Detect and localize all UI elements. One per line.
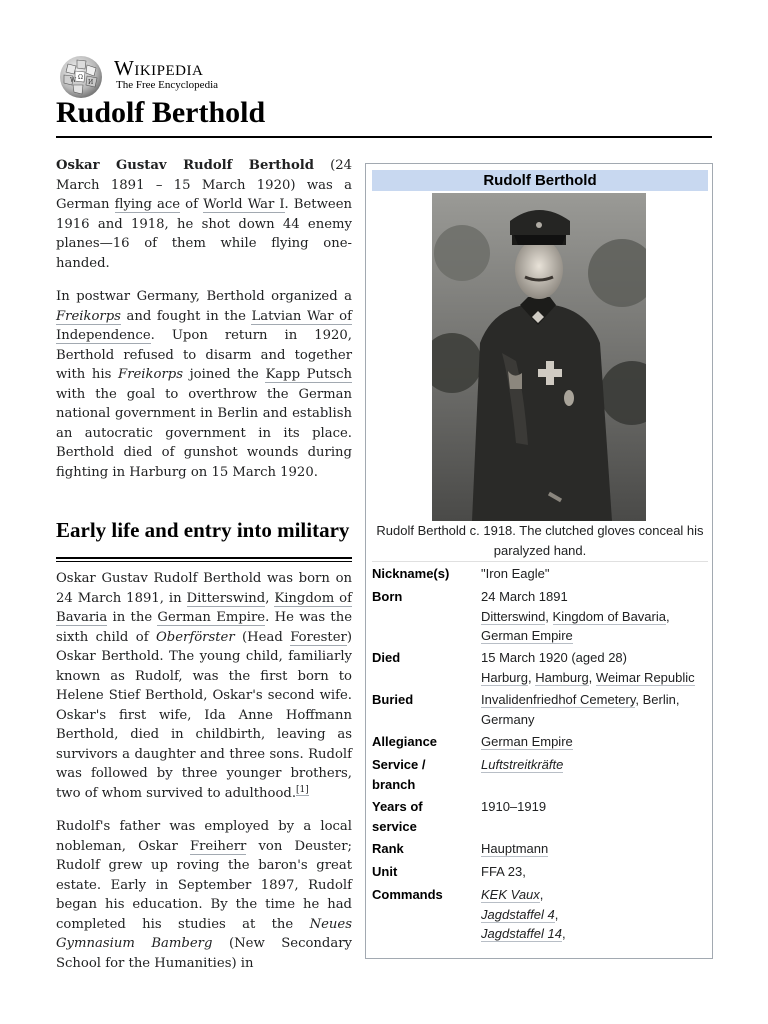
died-date: 15 March 1920 (aged 28)	[481, 650, 627, 665]
brand-tagline: The Free Encyclopedia	[116, 79, 219, 91]
text: joined the	[182, 367, 266, 382]
brand-name: Wikipedia	[114, 56, 204, 80]
link-world-war-i[interactable]: World War I	[203, 197, 285, 212]
label-nickname: Nickname(s)	[372, 566, 450, 581]
value-nickname: "Iron Eagle"	[481, 566, 550, 581]
buried-location-rest: , Berlin, Germany	[481, 692, 680, 727]
italic-freikorps: Freikorps	[118, 367, 183, 382]
portrait-photo[interactable]	[432, 193, 646, 521]
title-divider	[56, 136, 712, 138]
text: Oskar Gustav Rudolf Berthold was born on 24 March 1891, in	[56, 571, 352, 606]
link-jagdstaffel-14[interactable]: Jagdstaffel 14	[481, 926, 562, 941]
article-body	[56, 156, 352, 973]
label-years: Years of service	[372, 799, 423, 834]
caption-divider	[372, 561, 708, 562]
text: ,	[265, 590, 275, 606]
label-commands: Commands	[372, 887, 443, 902]
label-buried: Buried	[372, 692, 414, 707]
link-ditterswind[interactable]: Ditterswind	[186, 590, 266, 606]
link-died-weimar-republic[interactable]: Weimar Republic	[595, 669, 695, 685]
italic-oberforster: Oberförster	[155, 629, 235, 645]
separator: ,	[539, 887, 544, 902]
separator: ,	[554, 906, 559, 922]
link-forester[interactable]: Forester	[290, 629, 347, 645]
link-luftstreitkrafte[interactable]: Luftstreitkräfte	[481, 757, 564, 772]
separator: ,	[561, 926, 566, 941]
lead-paragraph-2	[56, 287, 352, 482]
link-jagdstaffel-4[interactable]: Jagdstaffel 4	[481, 906, 555, 922]
early-life-paragraph-2	[56, 817, 352, 973]
value-unit: FFA 23,	[481, 864, 526, 879]
label-born: Born	[372, 589, 403, 604]
link-born-kingdom-of-bavaria[interactable]: Kingdom of Bavaria	[552, 608, 666, 624]
link-latvian-war-of-independence[interactable]: Latvian War of Independence	[56, 308, 352, 343]
label-died: Died	[372, 650, 401, 665]
link-invalidenfriedhof[interactable]: Invalidenfriedhof Cemetery	[481, 692, 636, 707]
text: von Deuster; Rudolf grew up roving the baron's great estate. Early in September 1897, Rudolf began his education. By the time he had completed his studies at the	[56, 838, 352, 932]
text: (Head	[234, 629, 291, 645]
early-life-paragraph-1	[56, 569, 352, 803]
value-born	[481, 587, 711, 646]
text: of	[180, 197, 204, 212]
label-rank: Rank	[372, 841, 404, 856]
value-buried	[481, 690, 711, 729]
link-born-ditterswind[interactable]: Ditterswind	[481, 608, 546, 624]
link-died-hamburg[interactable]: Hamburg	[535, 669, 589, 685]
text: . Between 1916 and 1918, he shot down 44 enemy planes—16 of them while flying one-handed.	[56, 197, 352, 271]
text: in the	[107, 610, 158, 625]
wikipedia-globe-icon[interactable]	[56, 54, 106, 100]
text: . Upon return in 1920, Berthold refused to disarm and together with his	[56, 328, 352, 382]
text: ) Oskar Berthold. The young child, familiarly known as Rudolf, was the first born to Helene Stief Berthold, Oskar's second wife. Oskar's first wife, Ida Anne Hoffmann Berthold, died in childbirth, leaving as survivors a daughter and three sons. Rudolf was followed by three younger brothers, two of whom survived to adulthood.	[56, 629, 352, 801]
value-allegiance	[481, 732, 711, 752]
link-allegiance-german-empire[interactable]: German Empire	[481, 734, 573, 749]
link-kek-vaux[interactable]: KEK Vaux	[481, 887, 540, 902]
link-flying-ace[interactable]: flying ace	[114, 197, 181, 212]
value-rank	[481, 839, 711, 859]
link-german-empire[interactable]: German Empire	[157, 610, 266, 625]
born-date: 24 March 1891	[481, 589, 568, 604]
svg-text:И: И	[88, 79, 94, 86]
lead-paragraph-1	[56, 156, 352, 273]
section-heading-early-life: Early life and entry into military	[56, 518, 350, 542]
text: Rudolf's father was employed by a local nobleman, Oskar	[56, 819, 352, 854]
link-died-harburg[interactable]: Harburg	[481, 669, 528, 685]
text: and fought in the	[120, 308, 252, 324]
link-freikorps[interactable]: Freikorps	[56, 308, 121, 324]
infobox-title: Rudolf Berthold	[372, 170, 708, 191]
link-hauptmann[interactable]: Hauptmann	[481, 841, 549, 856]
separator: ,	[665, 608, 670, 624]
italic-neues-gymnasium: Neues Gymnasium Bamberg	[56, 916, 352, 951]
text: (24 March 1891 – 15 March 1920) was a German	[56, 158, 353, 212]
reference-link-1[interactable]: [1]	[296, 784, 309, 795]
page-title: Rudolf Berthold	[56, 96, 266, 129]
separator: ,	[527, 669, 536, 685]
svg-text:W: W	[70, 77, 77, 84]
link-kapp-putsch[interactable]: Kapp Putsch	[265, 367, 352, 382]
text: In postwar Germany, Berthold organized a	[56, 289, 352, 304]
separator: ,	[588, 669, 596, 685]
label-allegiance: Allegiance	[372, 734, 438, 749]
svg-text:Ω: Ω	[78, 74, 83, 81]
label-service: Service / branch	[372, 757, 426, 792]
link-freiherr[interactable]: Freiherr	[189, 838, 247, 854]
subject-name: Oskar Gustav Rudolf Berthold	[56, 158, 314, 173]
text: with the goal to overthrow the German national government in Berlin and establish an autocratic government in its place. Berthold died of gunshot wounds during fighting in Harburg on 15 March 1920.	[56, 386, 352, 480]
link-kingdom-of-bavaria[interactable]: Kingdom of Bavaria	[56, 590, 352, 625]
label-unit: Unit	[372, 864, 398, 879]
wikipedia-wordmark[interactable]	[114, 56, 203, 81]
separator: ,	[545, 608, 553, 624]
value-died	[481, 648, 711, 687]
link-born-german-empire[interactable]: German Empire	[481, 628, 573, 643]
text: (New Secondary School for the Humanities) in	[56, 936, 352, 971]
section-divider	[56, 557, 352, 562]
infobox	[365, 163, 713, 959]
text: . He was the sixth child of	[56, 610, 352, 645]
value-service	[481, 755, 711, 775]
value-commands	[481, 885, 711, 944]
value-years: 1910–1919	[481, 799, 547, 814]
portrait-caption: Rudolf Berthold c. 1918. The clutched gloves conceal his paralyzed hand.	[376, 523, 704, 558]
